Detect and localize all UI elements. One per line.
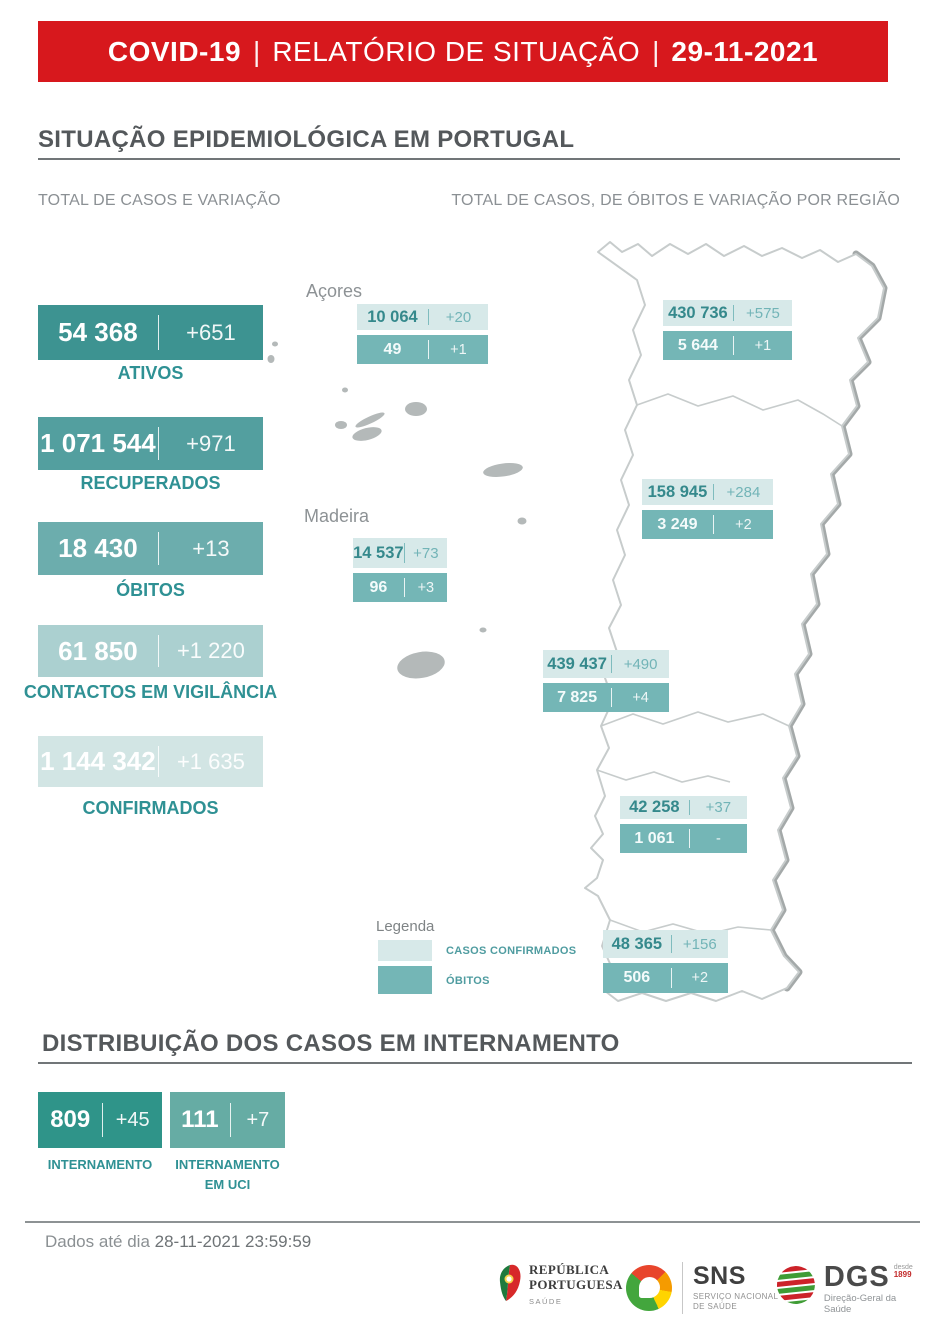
region-cases-box bbox=[357, 304, 488, 330]
republica-portuguesa-logo bbox=[497, 1263, 623, 1307]
rp-sub: SAÚDE bbox=[529, 1296, 563, 1306]
region-deaths-value: 1 061 bbox=[634, 829, 675, 847]
region-stats-centro bbox=[642, 479, 773, 539]
dgs-title: DGS bbox=[823, 1261, 890, 1293]
region-deaths-value: 5 644 bbox=[677, 336, 718, 354]
stat-label-internamento: INTERNAMENTO bbox=[47, 1157, 153, 1172]
region-cases-box bbox=[353, 538, 447, 568]
region-stats-alentejo bbox=[620, 796, 747, 853]
rp-line1: REPÚBLICA bbox=[529, 1262, 610, 1277]
stat-label-recuperados: RECUPERADOS bbox=[80, 473, 221, 493]
legend-label-deaths: ÓBITOS bbox=[446, 975, 490, 987]
region-cases-delta: +490 bbox=[623, 655, 658, 673]
sns-title: SNS bbox=[693, 1262, 746, 1290]
portugal-map bbox=[240, 220, 926, 1020]
stat-label-obitos: ÓBITOS bbox=[116, 580, 185, 600]
report-banner bbox=[38, 21, 888, 82]
region-deaths-box bbox=[642, 510, 773, 539]
intern-section-title: DISTRIBUIÇÃO DOS CASOS EM INTERNAMENTO bbox=[42, 1030, 620, 1057]
region-deaths-delta: - bbox=[715, 830, 721, 847]
legend-swatch-cases bbox=[378, 940, 432, 961]
stat-value: 18 430 bbox=[58, 533, 138, 563]
region-stats-madeira bbox=[353, 538, 447, 602]
sns-circle-icon bbox=[626, 1265, 672, 1311]
stat-box-internamento bbox=[38, 1092, 162, 1148]
stat-box-confirmados bbox=[38, 736, 263, 787]
region-deaths-delta: +2 bbox=[691, 970, 709, 986]
region-name-acores: Açores bbox=[306, 281, 363, 301]
region-cases-value: 42 258 bbox=[629, 798, 680, 816]
rp-line2: PORTUGUESA bbox=[529, 1276, 623, 1292]
dgs-logo bbox=[775, 1261, 926, 1316]
stat-label-line2: EM UCI bbox=[204, 1176, 251, 1192]
data-cutoff-note bbox=[45, 1232, 311, 1252]
region-cases-delta: +156 bbox=[682, 935, 717, 953]
epi-section-title: SITUAÇÃO EPIDEMIOLÓGICA EM PORTUGAL bbox=[38, 126, 575, 153]
portugal-flag-icon bbox=[497, 1263, 523, 1303]
region-name-madeira: Madeira bbox=[304, 506, 370, 526]
region-stats-acores bbox=[357, 304, 488, 364]
region-deaths-box bbox=[543, 683, 669, 712]
dgs-subtitle: Direção-Geral da Saúde bbox=[823, 1293, 897, 1316]
region-deaths-value: 49 bbox=[383, 340, 402, 358]
region-cases-delta: +20 bbox=[445, 308, 472, 326]
region-deaths-value: 96 bbox=[369, 578, 388, 596]
stat-delta: +651 bbox=[186, 319, 236, 345]
region-cases-value: 158 945 bbox=[647, 482, 708, 501]
region-deaths-delta: +1 bbox=[754, 337, 772, 354]
region-cases-delta: +73 bbox=[413, 544, 439, 562]
intern-section-rule bbox=[38, 1062, 912, 1064]
right-column-label: TOTAL DE CASOS, DE ÓBITOS E VARIAÇÃO POR REGIÃO bbox=[451, 192, 900, 209]
dgs-since-word: desde bbox=[893, 1264, 913, 1271]
note-date: 28-11-2021 23:59:59 bbox=[154, 1232, 312, 1251]
stat-delta: +7 bbox=[246, 1108, 270, 1131]
legend-swatch-deaths bbox=[378, 966, 432, 994]
region-stats-algarve bbox=[603, 930, 728, 993]
stat-delta: +971 bbox=[186, 430, 236, 456]
stat-label-contactos: CONTACTOS EM VIGILÂNCIA bbox=[23, 682, 278, 702]
stat-label-confirmados: CONFIRMADOS bbox=[82, 798, 219, 818]
stat-value: 54 368 bbox=[58, 317, 138, 347]
epi-section-rule bbox=[38, 158, 900, 160]
region-deaths-delta: +3 bbox=[417, 579, 435, 596]
footer-rule bbox=[25, 1221, 920, 1223]
dgs-since bbox=[894, 1264, 913, 1279]
region-cases-value: 439 437 bbox=[547, 654, 607, 673]
banner-subtitle: RELATÓRIO DE SITUAÇÃO bbox=[272, 35, 641, 67]
region-cases-box bbox=[620, 796, 747, 819]
banner-app-title: COVID-19 bbox=[107, 35, 242, 67]
stat-label-line1: INTERNAMENTO bbox=[175, 1157, 280, 1172]
stat-value: 809 bbox=[50, 1106, 91, 1133]
region-deaths-box bbox=[603, 963, 728, 993]
region-deaths-delta: +1 bbox=[450, 341, 467, 358]
azores-islands bbox=[268, 342, 527, 525]
stat-delta: +1 220 bbox=[176, 638, 245, 663]
region-deaths-delta: +4 bbox=[632, 689, 649, 706]
stat-box-recuperados bbox=[38, 417, 263, 470]
region-deaths-value: 3 249 bbox=[657, 515, 698, 533]
stat-box-contactos bbox=[38, 625, 263, 677]
dgs-globe-icon bbox=[775, 1264, 817, 1306]
left-column-label: TOTAL DE CASOS E VARIAÇÃO bbox=[38, 192, 281, 209]
stat-box-internamento-uci bbox=[170, 1092, 285, 1148]
banner-separator: | bbox=[253, 35, 261, 67]
logo-divider bbox=[682, 1262, 683, 1314]
region-deaths-value: 506 bbox=[623, 969, 651, 986]
region-cases-delta: +284 bbox=[726, 483, 761, 501]
region-cases-box bbox=[543, 650, 669, 678]
legend-title: Legenda bbox=[376, 918, 435, 935]
region-deaths-value: 7 825 bbox=[557, 688, 598, 706]
sns-logo bbox=[626, 1262, 778, 1314]
region-cases-delta: +575 bbox=[746, 304, 780, 322]
region-cases-box bbox=[642, 479, 773, 505]
stat-delta: +13 bbox=[192, 535, 230, 561]
region-deaths-box bbox=[353, 573, 447, 602]
region-cases-box bbox=[603, 930, 728, 958]
region-deaths-box bbox=[620, 824, 747, 853]
note-prefix: Dados até dia bbox=[45, 1232, 155, 1251]
sns-sub1: SERVIÇO NACIONAL bbox=[693, 1292, 779, 1301]
stat-label-internamento-uci bbox=[170, 1155, 285, 1194]
region-cases-value: 430 736 bbox=[668, 303, 728, 322]
stat-value: 1 071 544 bbox=[40, 428, 156, 458]
region-cases-value: 10 064 bbox=[367, 307, 418, 326]
stat-value: 111 bbox=[181, 1106, 219, 1133]
region-cases-value: 48 365 bbox=[611, 934, 663, 953]
legend-label-cases: CASOS CONFIRMADOS bbox=[446, 945, 577, 957]
region-cases-delta: +37 bbox=[705, 799, 732, 816]
region-deaths-box bbox=[663, 331, 792, 360]
dgs-since-year: 1899 bbox=[893, 1270, 912, 1279]
sns-sub2: DE SAÚDE bbox=[693, 1302, 738, 1311]
region-deaths-box bbox=[357, 335, 488, 364]
banner-separator: | bbox=[652, 35, 660, 67]
region-cases-value: 14 537 bbox=[353, 543, 404, 562]
region-stats-lisboa bbox=[543, 650, 669, 712]
stat-delta: +1 635 bbox=[176, 748, 245, 774]
stat-box-ativos bbox=[38, 305, 263, 360]
madeira-islands bbox=[395, 628, 486, 682]
region-cases-box bbox=[663, 300, 792, 326]
stat-box-obitos bbox=[38, 522, 263, 575]
stat-value: 61 850 bbox=[58, 635, 138, 666]
stat-value: 1 144 342 bbox=[40, 746, 156, 776]
stat-delta: +45 bbox=[115, 1108, 150, 1131]
stat-label-ativos: ATIVOS bbox=[117, 363, 184, 383]
banner-date: 29-11-2021 bbox=[671, 35, 819, 67]
region-stats-norte bbox=[663, 300, 792, 360]
region-deaths-delta: +2 bbox=[735, 516, 752, 533]
